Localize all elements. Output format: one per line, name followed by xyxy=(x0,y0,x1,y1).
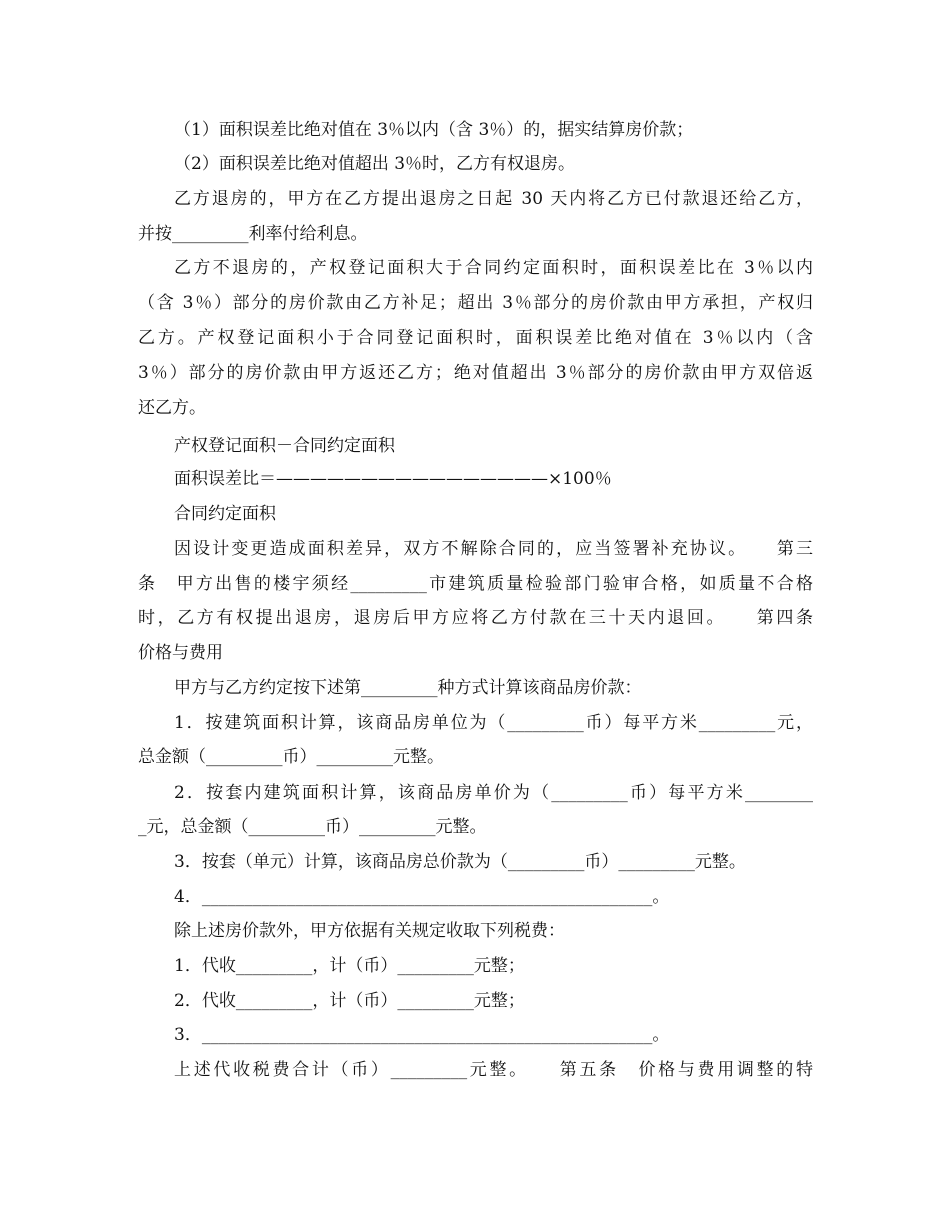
text-line: 上述代收税费合计（币）_________元整。 第五条 价格与费用调整的特 xyxy=(174,1060,813,1080)
text-line: 并按_________利率付给利息。 xyxy=(138,224,368,244)
text-line: 3％）部分的房价款由甲方返还乙方；绝对值超出 3％部分的房价款由甲方双倍返 xyxy=(138,363,813,383)
text-line: 乙方。产权登记面积小于合同登记面积时，面积误差比绝对值在 3％以内（含 xyxy=(138,328,813,348)
text-line: 乙方退房的，甲方在乙方提出退房之日起 30 天内将乙方已付款退还给乙方， xyxy=(174,189,813,209)
text-line: 条 甲方出售的楼宇须经_________市建筑质量检验部门验审合格，如质量不合格 xyxy=(138,574,813,594)
text-line: 乙方不退房的，产权登记面积大于合同约定面积时，面积误差比在 3％以内 xyxy=(174,258,813,278)
text-line: 时，乙方有权提出退房，退房后甲方应将乙方付款在三十天内退回。 第四条 xyxy=(138,608,813,628)
text-line: （2）面积误差比绝对值超出 3％时，乙方有权退房。 xyxy=(174,154,576,174)
text-line: 2．代收_________，计（币）_________元整； xyxy=(174,991,525,1011)
text-line: 因设计变更造成面积差异，双方不解除合同的，应当签署补充协议。 第三 xyxy=(174,539,813,559)
text-line: 甲方与乙方约定按下述第_________种方式计算该商品房价款： xyxy=(174,678,642,698)
text-line: 价格与费用 xyxy=(138,643,223,663)
text-line: 3．按套（单元）计算，该商品房总价款为（_________币）_________元整。 xyxy=(174,852,746,872)
formula-line: 面积误差比＝————————————————×100％ xyxy=(174,469,612,489)
text-line: 1．代收_________，计（币）_________元整； xyxy=(174,956,525,976)
text-line: _元，总金额（_________币）_________元整。 xyxy=(138,817,487,837)
text-line: 还乙方。 xyxy=(138,398,206,418)
text-line: （含 3％）部分的房价款由乙方补足；超出 3％部分的房价款由甲方承担，产权归 xyxy=(138,293,813,313)
text-line: （1）面积误差比绝对值在 3％以内（含 3％）的，据实结算房价款； xyxy=(174,120,694,140)
text-line: 除上述房价款外，甲方依据有关规定收取下列税费： xyxy=(174,921,565,941)
formula-numerator: 产权登记面积－合同约定面积 xyxy=(174,436,395,456)
text-line: 1．按建筑面积计算，该商品房单位为（_________币）每平方米_________元， xyxy=(174,713,813,733)
text-line: 总金额（_________币）_________元整。 xyxy=(138,747,444,767)
text-line: 2．按套内建筑面积计算，该商品房单价为（_________币）每平方米________ xyxy=(174,783,813,803)
text-line: 4．_____________________________________________________。 xyxy=(174,887,670,907)
formula-denominator: 合同约定面积 xyxy=(174,504,276,524)
text-line: 3．_____________________________________________________。 xyxy=(174,1025,670,1045)
